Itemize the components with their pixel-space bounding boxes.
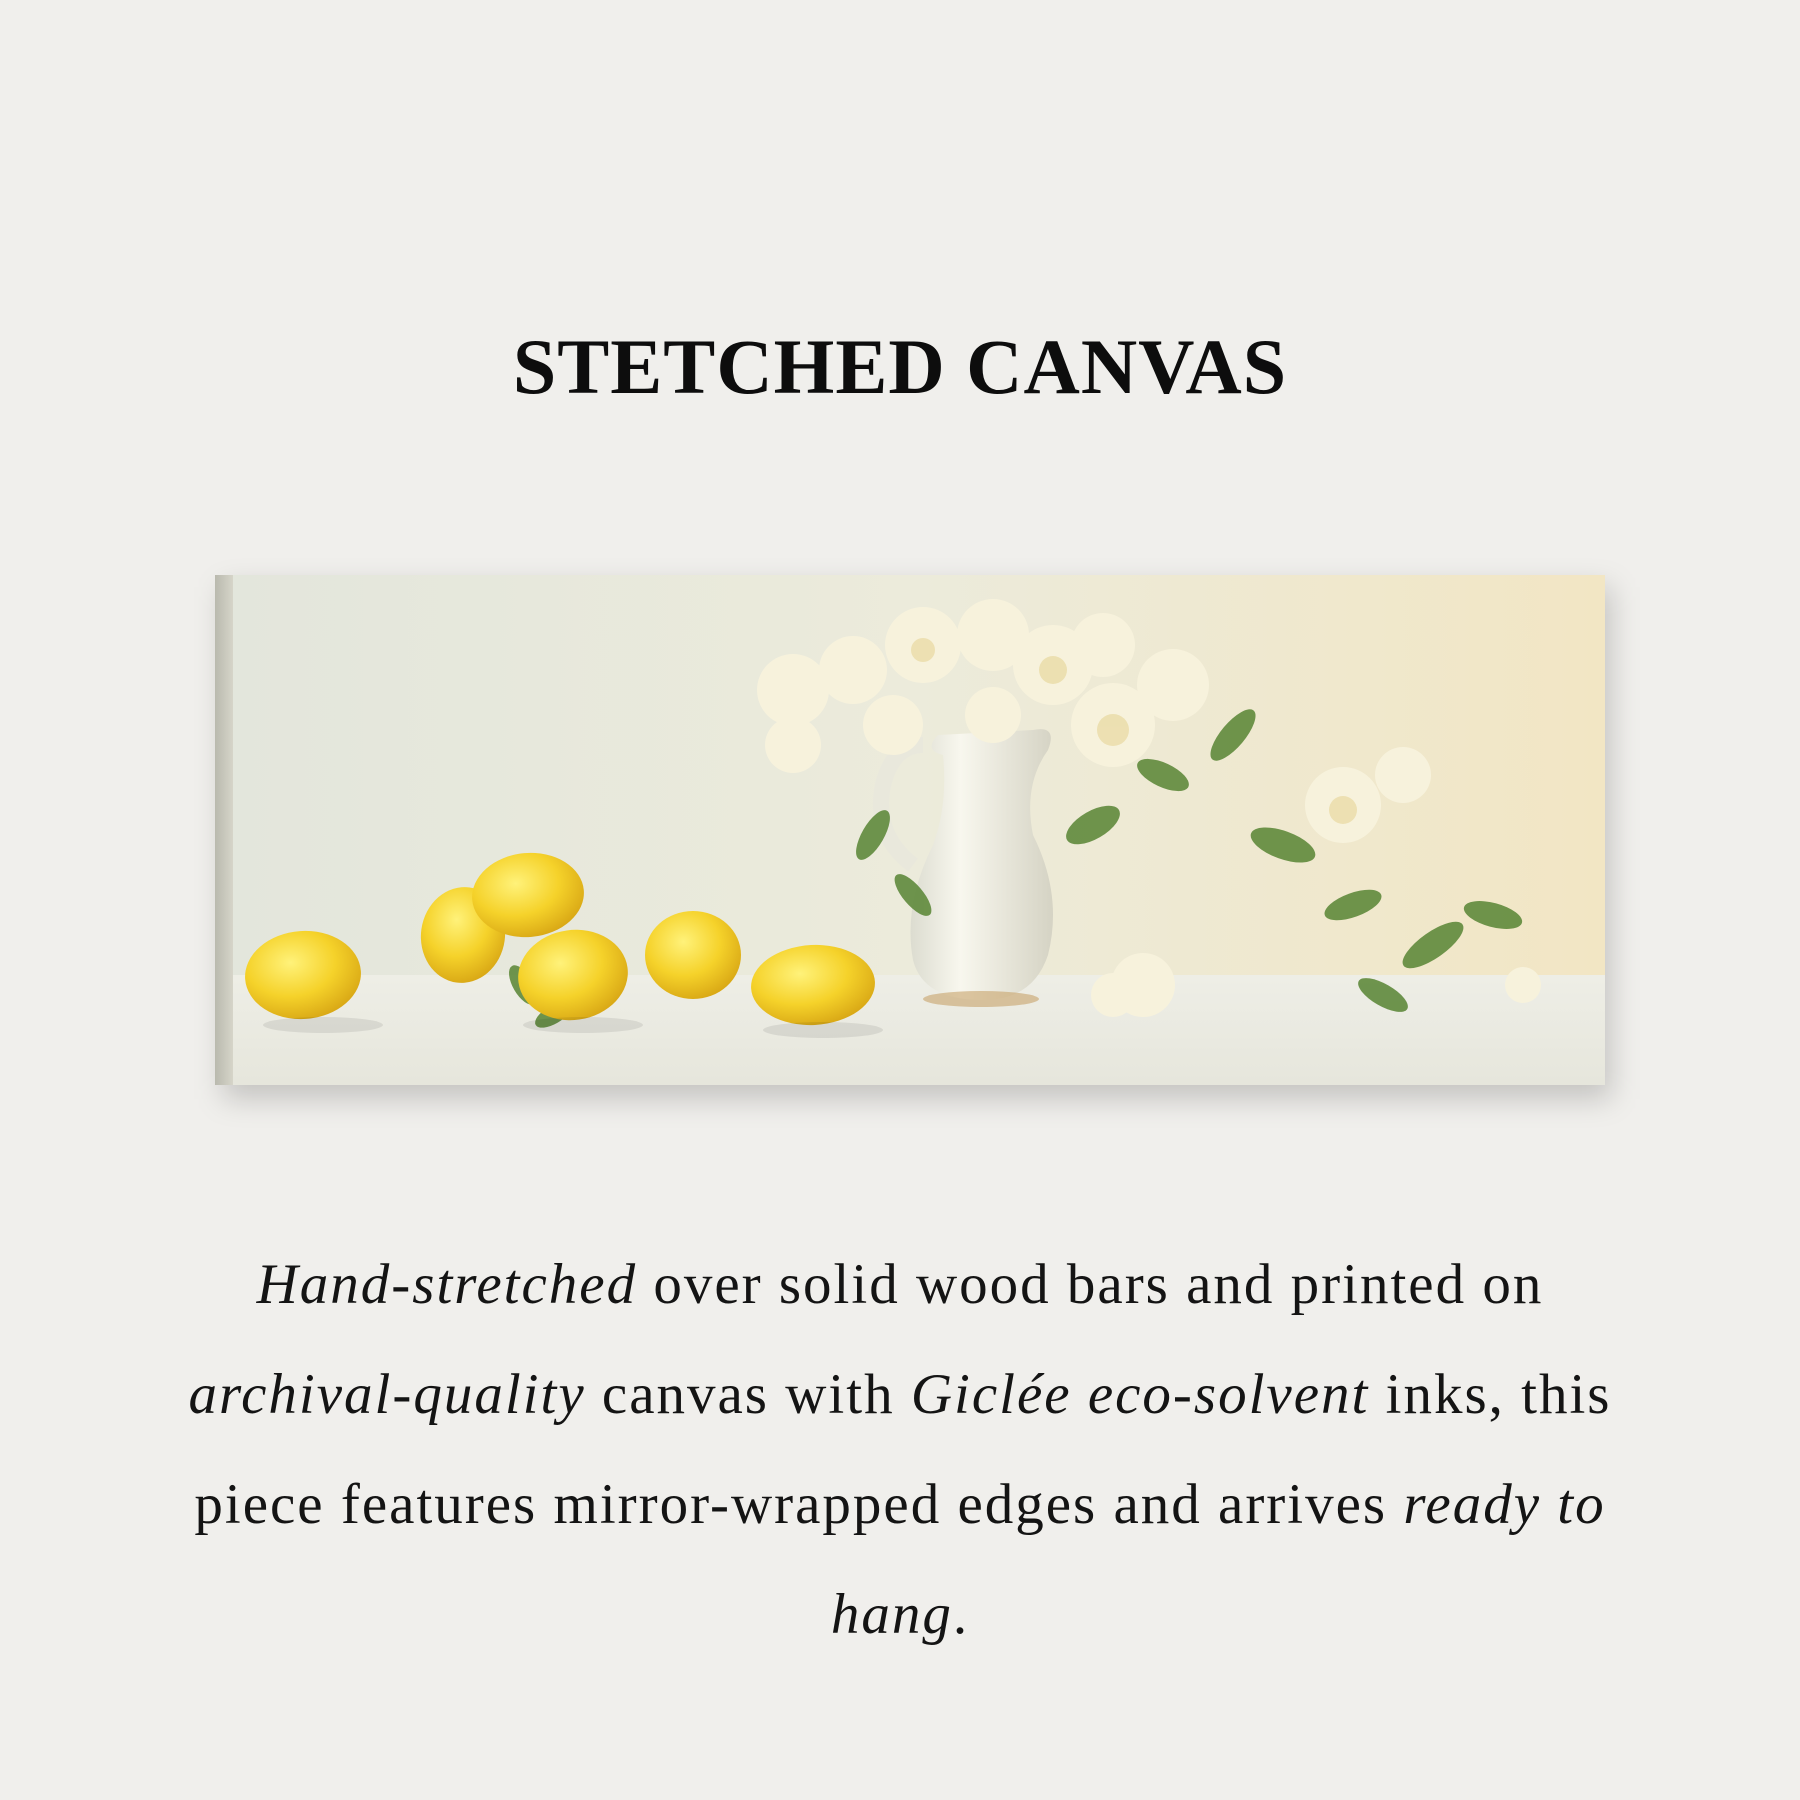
page-title: STETCHED CANVAS: [512, 323, 1288, 410]
product-description: [150, 1230, 1650, 1670]
description-text-2: canvas with: [585, 1363, 911, 1426]
emphasis-giclee-inks: Giclée eco-solvent: [910, 1363, 1370, 1426]
description-text-4: .: [952, 1583, 970, 1646]
canvas-artwork: [233, 575, 1605, 1085]
emphasis-archival-quality: archival-quality: [188, 1363, 586, 1426]
description-text-1: over solid wood bars and printed on: [637, 1253, 1544, 1316]
canvas-wrapped-edge: [215, 575, 233, 1085]
canvas-print-image: [215, 575, 1605, 1085]
emphasis-ready-to-hang: ready to hang: [830, 1473, 1606, 1646]
emphasis-hand-stretched: Hand-stretched: [256, 1253, 638, 1316]
description-text-3: inks, this piece features mirror-wrapped edges and arrives: [194, 1363, 1612, 1536]
still-life-painting: [233, 575, 1605, 1085]
